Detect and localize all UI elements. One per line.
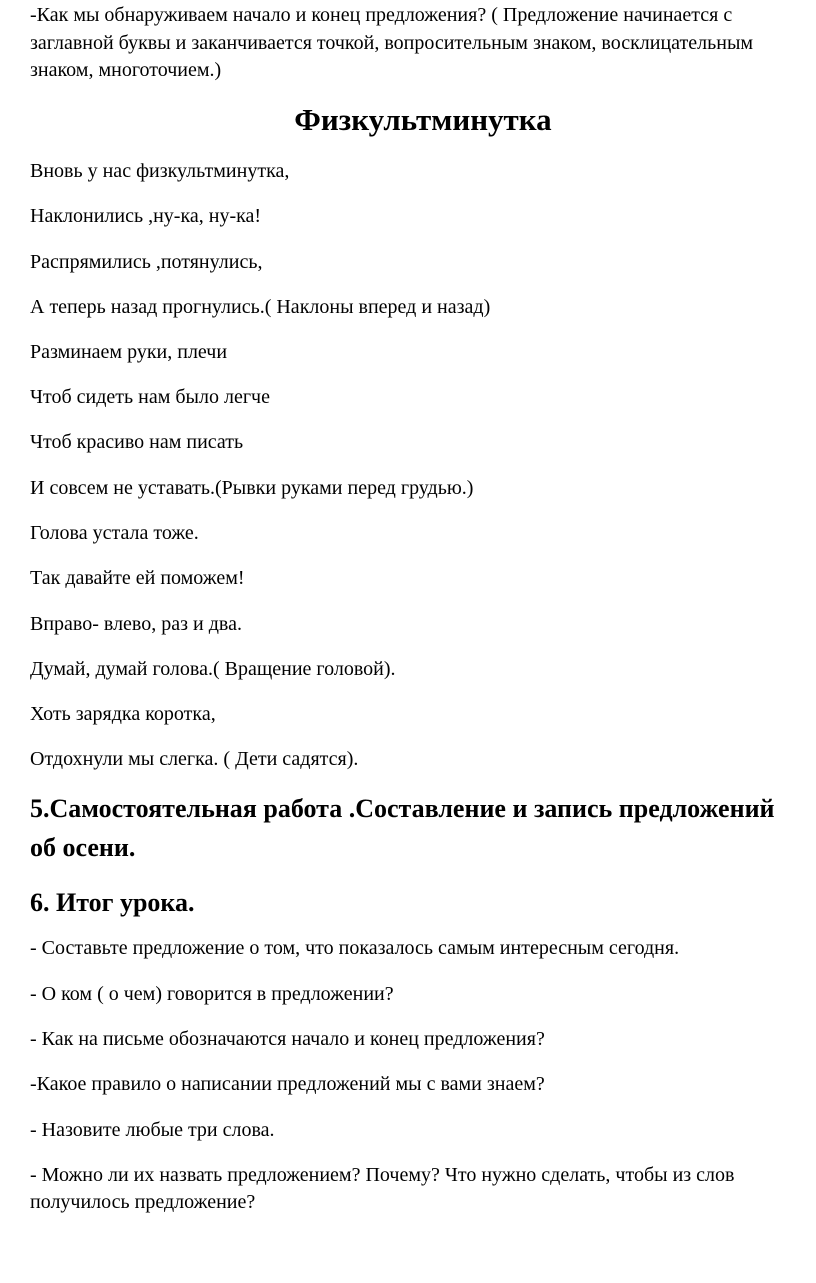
section-5-heading: 5.Самостоятельная работа .Составление и запись предложений об осени.: [30, 794, 775, 862]
poem-line: Так давайте ей поможем!: [30, 567, 245, 589]
poem-line: Чтоб сидеть нам было легче: [30, 386, 270, 408]
intro-paragraph: -Как мы обнаруживаем начало и конец предложения? ( Предложение начинается с заглавной буквы и заканчивается точкой, вопросительным знаком, восклицательным знаком, многоточием.): [30, 4, 754, 81]
poem-line: Хоть зарядка коротка,: [30, 703, 216, 725]
poem-line: Вправо- влево, раз и два.: [30, 613, 242, 635]
page-title: Физкультминутка: [294, 102, 552, 137]
question-line: - Назовите любые три слова.: [30, 1119, 275, 1141]
question-line: - Как на письме обозначаются начало и конец предложения?: [30, 1028, 545, 1050]
poem-line: И совсем не уставать.(Рывки руками перед грудью.): [30, 477, 474, 499]
poem-line: Думай, думай голова.( Вращение головой).: [30, 658, 396, 680]
poem-line: Чтоб красиво нам писать: [30, 431, 244, 453]
question-line: - Составьте предложение о том, что показалось самым интересным сегодня.: [30, 937, 680, 959]
poem-line: Отдохнули мы слегка. ( Дети садятся).: [30, 748, 359, 770]
poem-line: Наклонились ,ну-ка, ну-ка!: [30, 205, 262, 227]
poem-line: Распрямились ,потянулись,: [30, 251, 263, 273]
question-line: - О ком ( о чем) говорится в предложении?: [30, 983, 394, 1005]
section-6-heading: 6. Итог урока.: [30, 888, 195, 917]
poem-line: Разминаем руки, плечи: [30, 341, 228, 363]
poem-line: Голова устала тоже.: [30, 522, 199, 544]
question-line: - Можно ли их назвать предложением? Почему? Что нужно сделать, чтобы из слов получилось предложение?: [30, 1164, 735, 1213]
poem-line: А теперь назад прогнулись.( Наклоны вперед и назад): [30, 296, 491, 318]
poem-line: Вновь у нас физкультминутка,: [30, 160, 290, 182]
question-line: -Какое правило о написании предложений мы с вами знаем?: [30, 1073, 545, 1095]
